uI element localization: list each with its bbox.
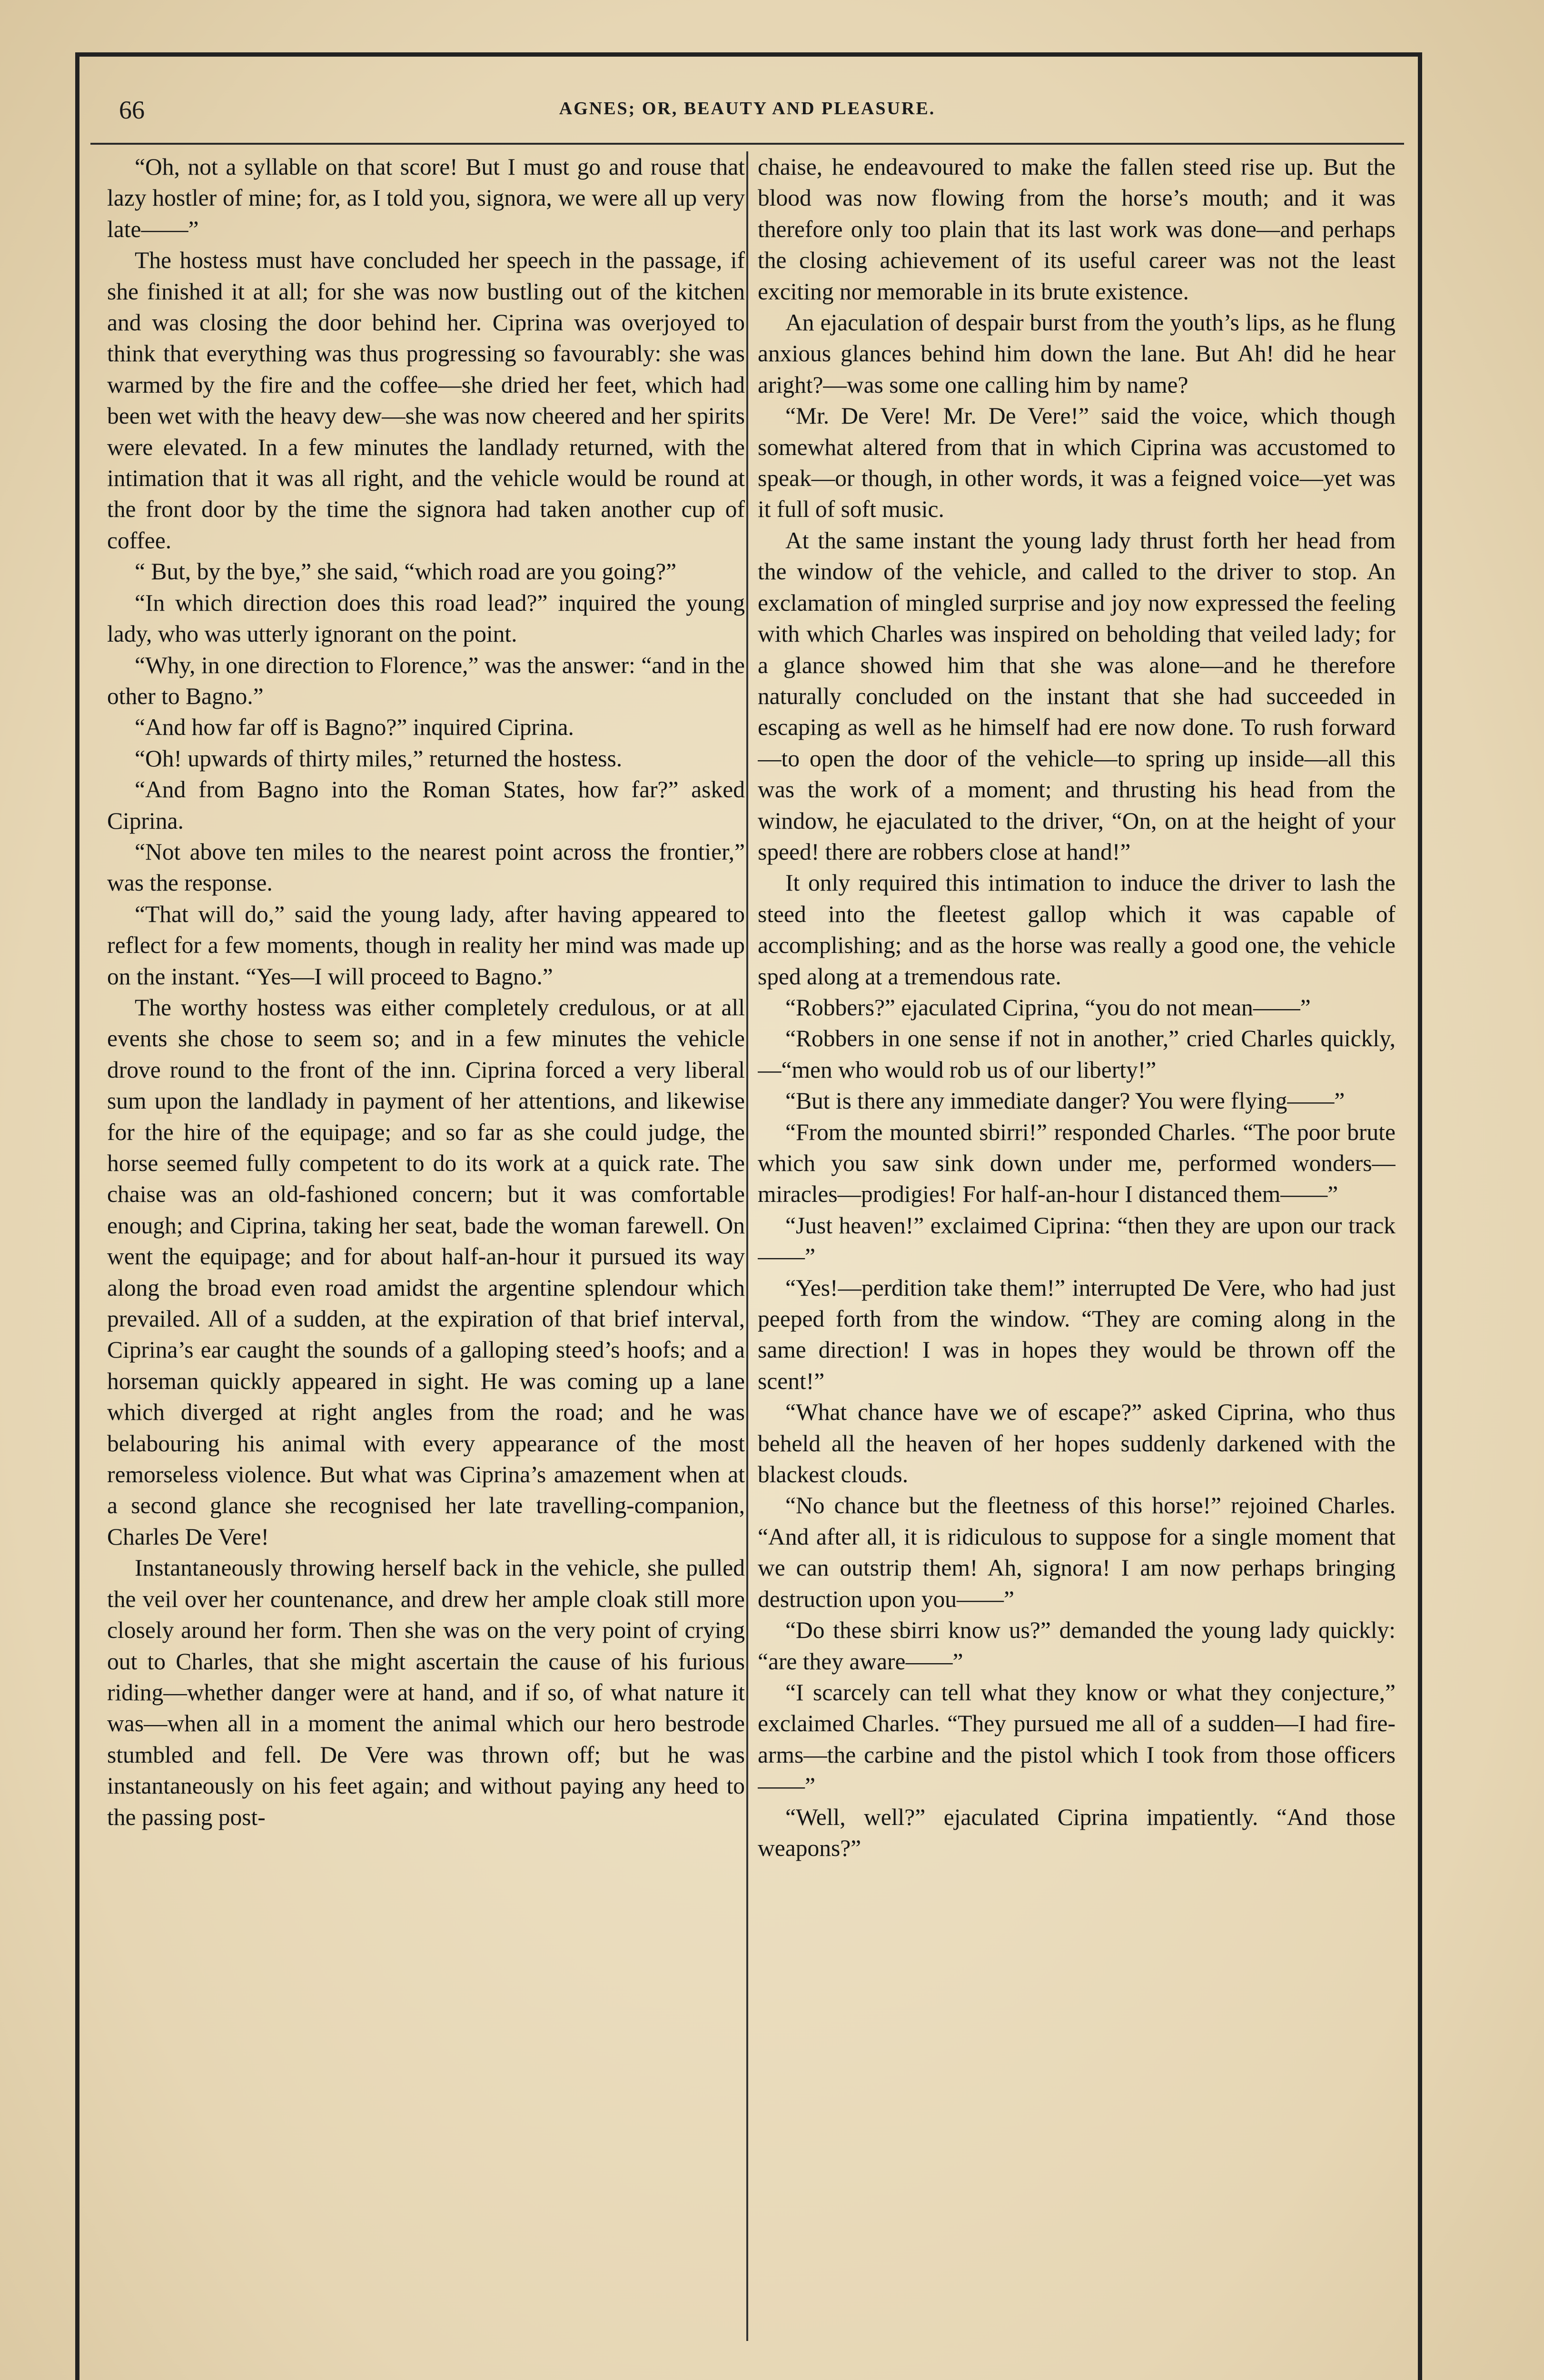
paragraph: The hostess must have concluded her speech in the passage, if she finished it at all; for she was now bustling out of the kitchen and was closing the door behind her. Ciprina was overjoyed to think that everything was thus progressing so favourably: she was warmed by the fire and the coffee—she dried her feet, which had been wet with the heavy dew—she was now cheered and her spirits were elevated. In a few minutes the landlady returned, with the intimation that it was all right, and the vehicle would be round at the front door by the time the signora had taken another cup of coffee. [107, 247, 745, 554]
paragraph: “Why, in one direction to Florence,” was the answer: “and in the other to Bagno.” [107, 652, 745, 709]
right-column [758, 151, 1396, 2341]
paragraph: “That will do,” said the young lady, after having appeared to reflect for a few moments, though in reality her mind was made up on the instant. “Yes—I will proceed to Bagno.” [107, 901, 745, 990]
paragraph: “Mr. De Vere! Mr. De Vere!” said the voice, which though somewhat altered from that in which Ciprina was accustomed to speak—or though, in other words, it was a feigned voice—yet was it full of soft music. [758, 403, 1396, 523]
header-rule [90, 143, 1404, 145]
left-column [107, 151, 745, 2341]
page-number: 66 [119, 96, 145, 124]
paragraph: “And from Bagno into the Roman States, how far?” asked Ciprina. [107, 776, 745, 834]
paragraph: “Oh, not a syllable on that score! But I must go and rouse that lazy hostler of mine; for, as I told you, signora, we were all up very late——” [107, 154, 745, 242]
paragraph: “Just heaven!” exclaimed Ciprina: “then they are upon our track——” [758, 1212, 1396, 1270]
paragraph: “Do these sbirri know us?” demanded the young lady quickly: “are they aware——” [758, 1617, 1396, 1675]
paragraph: “No chance but the fleetness of this horse!” rejoined Charles. “And after all, it is ridiculous to suppose for a single moment that we can outstrip them! Ah, signora! I am now perhaps bringing destruction upon you——” [758, 1492, 1396, 1612]
paragraph: “Robbers?” ejaculated Ciprina, “you do not mean——” [785, 994, 1311, 1021]
column-divider [746, 151, 748, 2341]
paragraph: At the same instant the young lady thrust forth her head from the window of the vehicle, and called to the driver to stop. An exclamation of mingled surprise and joy now expressed the feeling with which Charles was inspired on beholding that veiled lady; for a glance showed him that she was alone—and he therefore naturally concluded on the instant that she had succeeded in escaping as well as he himself had ere now done. To rush forward—to open the door of the vehicle—to spring up inside—all this was the work of a moment; and thrusting his head from the window, he ejaculated to the driver, “On, on at the height of your speed! there are robbers close at hand!” [758, 527, 1396, 865]
paragraph: An ejaculation of despair burst from the youth’s lips, as he flung anxious glances behind him down the lane. But Ah! did he hear aright?—was some one calling him by name? [758, 309, 1396, 398]
running-title: AGNES; OR, BEAUTY AND PLEASURE. [559, 99, 936, 119]
paragraph: “What chance have we of escape?” asked Ciprina, who thus beheld all the heaven of her hopes suddenly darkened with the blackest clouds. [758, 1399, 1396, 1488]
paragraph: “Oh! upwards of thirty miles,” returned the hostess. [135, 745, 623, 772]
paragraph: “Well, well?” ejaculated Ciprina impatiently. “And those weapons?” [758, 1804, 1396, 1861]
paragraph: “And how far off is Bagno?” inquired Ciprina. [135, 714, 574, 741]
paragraph: “But is there any immediate danger? You were flying——” [785, 1088, 1345, 1114]
paragraph: Instantaneously throwing herself back in the vehicle, she pulled the veil over her countenance, and drew her ample cloak still more closely around her form. Then she was on the very point of crying out to Charles, that she might ascertain the cause of his furious riding—whether danger were at hand, and if so, of what nature it was—when all in a moment the animal which our hero bestrode stumbled and fell. De Vere was thrown off; but he was instantaneously on his feet again; and without paying any heed to the passing post- [107, 1555, 745, 1830]
paragraph: “Robbers in one sense if not in another,” cried Charles quickly,—“men who would rob us of our liberty!” [758, 1025, 1396, 1083]
paragraph: It only required this intimation to induce the driver to lash the steed into the fleetest gallop which it was capable of accomplishing; and as the horse was really a good one, the vehicle sped along at a tremendous rate. [758, 870, 1396, 990]
paragraph: chaise, he endeavoured to make the fallen steed rise up. But the blood was now flowing from the horse’s mouth; and it was therefore only too plain that its last work was done—and perhaps the closing achievement of its useful career was not the least exciting nor memorable in its brute existence. [758, 154, 1396, 305]
paragraph: “Not above ten miles to the nearest point across the frontier,” was the response. [107, 838, 745, 896]
paragraph: “In which direction does this road lead?” inquired the young lady, who was utterly ignorant on the point. [107, 589, 745, 647]
paragraph: “ But, by the bye,” she said, “which road are you going?” [135, 558, 677, 585]
paragraph: “Yes!—perdition take them!” interrupted De Vere, who had just peeped forth from the window. “They are coming along in the same direction! I was in hopes they would be thrown off the scent!” [758, 1274, 1396, 1394]
page-header [90, 95, 1404, 129]
paragraph: “I scarcely can tell what they know or what they conjecture,” exclaimed Charles. “They pursued me all of a sudden—I had fire-arms—the carbine and the pistol which I took from those officers——” [758, 1679, 1396, 1799]
paragraph: The worthy hostess was either completely credulous, or at all events she chose to seem so; and in a few minutes the vehicle drove round to the front of the inn. Ciprina forced a very liberal sum upon the landlady in payment of her attentions, and likewise for the hire of the equipage; and so far as she could judge, the horse seemed fully competent to do its work at a quick rate. The chaise was an old-fashioned concern; but it was comfortable enough; and Ciprina, taking her seat, bade the woman farewell. On went the equipage; and for about half-an-hour it pursued its way along the broad even road amidst the argentine splendour which prevailed. All of a sudden, at the expiration of that brief interval, Ciprina’s ear caught the sounds of a galloping steed’s hoofs; and a horseman quickly appeared in sight. He was coming up a lane which diverged at right angles from the road; and he was belabouring his animal with every appearance of the most remorseless violence. But what was Ciprina’s amazement when at a second glance she recognised her late travelling-companion, Charles De Vere! [107, 994, 745, 1550]
paragraph: “From the mounted sbirri!” responded Charles. “The poor brute which you saw sink down under me, performed wonders—miracles—prodigies! For half-an-hour I distanced them——” [758, 1119, 1396, 1208]
